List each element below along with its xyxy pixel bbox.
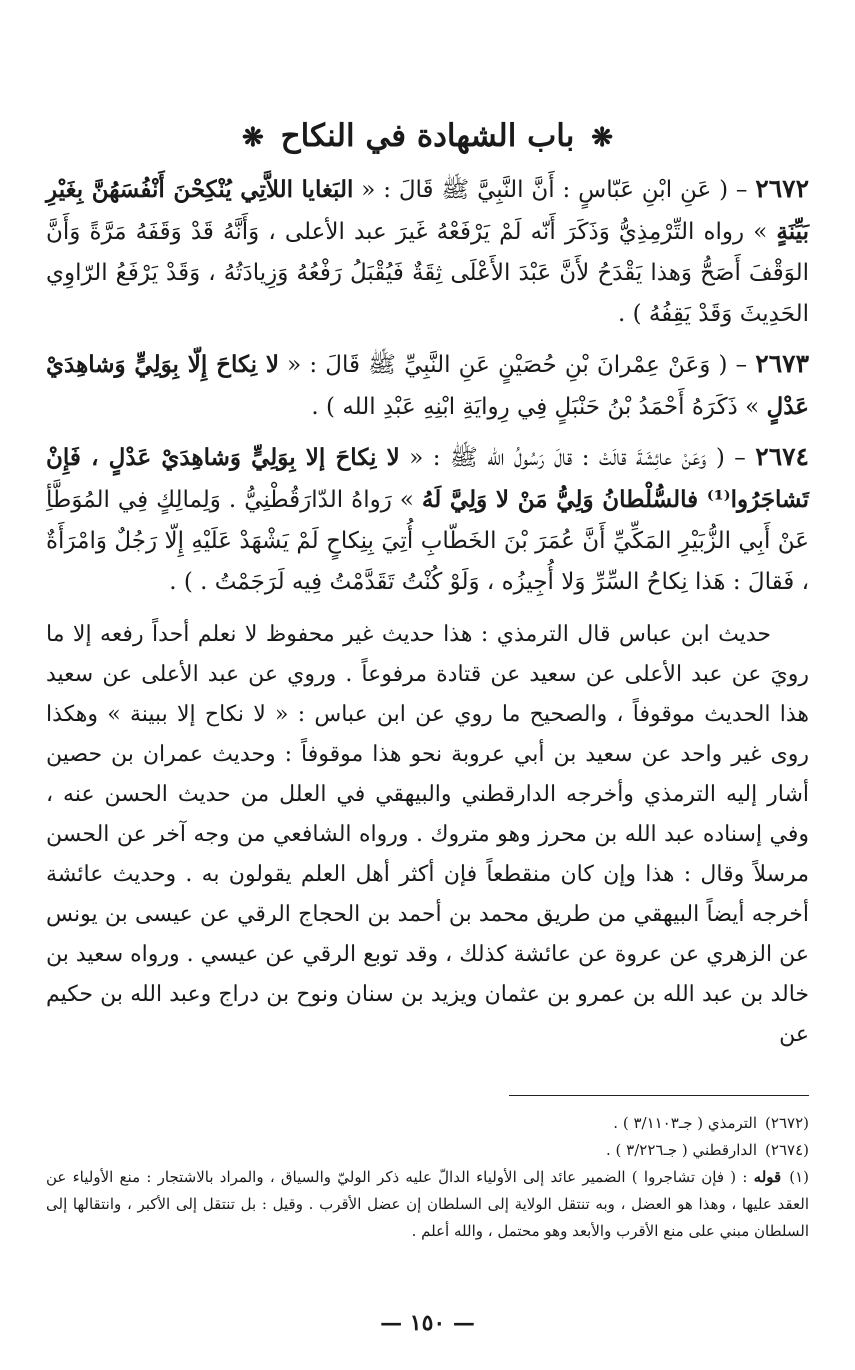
hadith-prefix: – ( عَنِ ابْنِ عَبّاسٍ : أَنَّ النَّبِيَّ ﷺ قَالَ : «	[353, 177, 756, 203]
hadith-2673	[46, 343, 809, 428]
footnote-text: الترمذي ( جـ٣/١١٠٣ ) .	[613, 1114, 758, 1132]
hadith-prefix: – ( وَعَنْ عِمْرانَ بْنِ حُصَيْنٍ عَنِ النَّبِيِّ ﷺ قَالَ : «	[279, 352, 756, 378]
hadith-quote: لا نِكاحَ إِلّا بِوَلِيٍّ وَشاهِدَيْ عَدْلٍ	[46, 351, 809, 420]
hadith-number: ٢٦٧٢	[755, 174, 810, 203]
chapter-title	[46, 118, 809, 154]
footnote-keyword: قوله	[753, 1168, 782, 1186]
footnote-2672	[46, 1110, 809, 1137]
hadith-quote: لا نِكاحَ إلا بِوَلِيٍّ وَشاهِدَيْ عَدْلٍ ، فَإِنْ تَشاجَرُوا⁽¹⁾ فالسُّلْطانُ وَلِيُّ مَنْ لا وَلِيَّ لَهُ	[46, 444, 809, 513]
hadith-rest: » رَواهُ الدّارَقُطْنِيُّ . وَلِمالِكٍ فِي المُوَطَّأِ عَنْ أَبِي الزُّبَيْرِ المَكِّيِّ أَنَّ عُمَرَ بْنَ الخَطّابِ أُتِيَ بِنِكاحٍ لَمْ يَشْهَدْ عَلَيْهِ إِلّا رَجُلٌ وَامْرَأَةٌ ، فَقالَ : هَذا نِكاحُ السِّرِّ وَلا أُجِيزُه ، وَلَوْ كُنْتُ تَقَدَّمْتُ فِيه لَرَجَمْتُ . ) .	[46, 487, 809, 595]
star-ornament-icon: ❋	[591, 123, 613, 153]
footnote-number: (٢٦٧٤)	[765, 1141, 809, 1159]
hadith-prefix: – ( وَعَنْ عائِشَةَ قالَتْ : قالَ رَسُولُ الله ﷺ : «	[399, 445, 756, 471]
hadith-number: ٢٦٧٤	[755, 442, 809, 471]
hadith-quote: البَغايا اللاَّتِي يُنْكِحْنَ أَنْفُسَهُنَّ بِغَيْرِ بَيِّنَةٍ	[46, 176, 809, 245]
hadith-rest: » رواه التِّرْمِذِيُّ وَذَكَرَ أَنّه لَمْ يَرْفَعْهُ غَيرَ عبد الأعلى ، وَأَنَّهُ قَدْ وَقَفَهُ مَرَّةً وَأَنَّ الوَقْفَ أَصَحُّ وَهذا يَقْدَحُ لأَنَّ عَبْدَ الأَعْلَى ثِقَةٌ فَيُقْبَلُ رَفْعُهُ وَزِيادَتُهُ ، وَقَدْ يَرْفَعُ الرّاوِي الحَدِيثَ وَقَدْ يَقِفُهُ ) .	[46, 219, 809, 327]
footnote-1	[46, 1164, 809, 1245]
footnote-text: الدارقطني ( جـ٣/٢٢٦ ) .	[606, 1141, 758, 1159]
chapter-title-text: باب الشهادة في النكاح	[280, 118, 575, 154]
footnote-text: : ( فإن تشاجروا ) الضمير عائد إلى الأولياء الدالّ عليه ذكر الوليّ والسياق ، والمراد بالاشتجار : منع الأولياء عن العقد عليها ، وهذا هو العضل ، وبه تنتقل الولاية إلى السلطان إن عضل الأقرب . وقيل : بل تنتقل إلى الأكبر ، وانتقالها إلى السلطان مبني على منع الأقرب والأبعد وهو محتمل ، والله أعلم .	[46, 1168, 809, 1240]
footnote-number: (١)	[789, 1168, 809, 1186]
footnote-number: (٢٦٧٢)	[765, 1114, 809, 1132]
hadith-number: ٢٦٧٣	[755, 349, 809, 378]
hadith-2672	[46, 168, 809, 335]
footnote-2674	[46, 1137, 809, 1164]
star-ornament-icon: ❋	[242, 123, 264, 153]
footnote-divider	[509, 1095, 809, 1096]
page-number: — ١٥٠ —	[380, 1310, 475, 1336]
hadith-2674	[46, 436, 809, 603]
hadith-rest: » ذَكَرَهُ أَحْمَدُ بْنُ حَنْبَلٍ فِي رِوايَةِ ابْنِهِ عَبْدِ الله ) .	[311, 394, 767, 420]
commentary-paragraph: حديث ابن عباس قال الترمذي : هذا حديث غير محفوظ لا نعلم أحداً رفعه إلا ما رويَ عن عبد الأعلى عن سعيد عن قتادة مرفوعاً . وروي عن عبد الأعلى عن سعيد هذا الحديث موقوفاً ، والصحيح ما روي عن ابن عباس : « لا نكاح إلا ببينة » وهكذا روى غير واحد عن سعيد بن أبي عروبة نحو هذا موقوفاً : وحديث عمران بن حصين أشار إليه الترمذي وأخرجه الدارقطني والبيهقي في العلل من حديث الحسن عنه ، وفي إسناده عبد الله بن محرز وهو متروك . ورواه الشافعي من وجه آخر عن الحسن مرسلاً وقال : هذا وإن كان منقطعاً فإن أكثر أهل العلم يقولون به . وحديث عائشة أخرجه أيضاً البيهقي من طريق محمد بن أحمد بن الحجاج الرقي عن عيسى بن يونس عن الزهري عن عروة عن عائشة كذلك ، وقد توبع الرقي عن عيسي . ورواه سعيد بن خالد بن عبد الله بن عمرو بن عثمان ويزيد بن سنان ونوح بن دراج وعبد الله بن حكيم عن	[46, 622, 809, 1047]
